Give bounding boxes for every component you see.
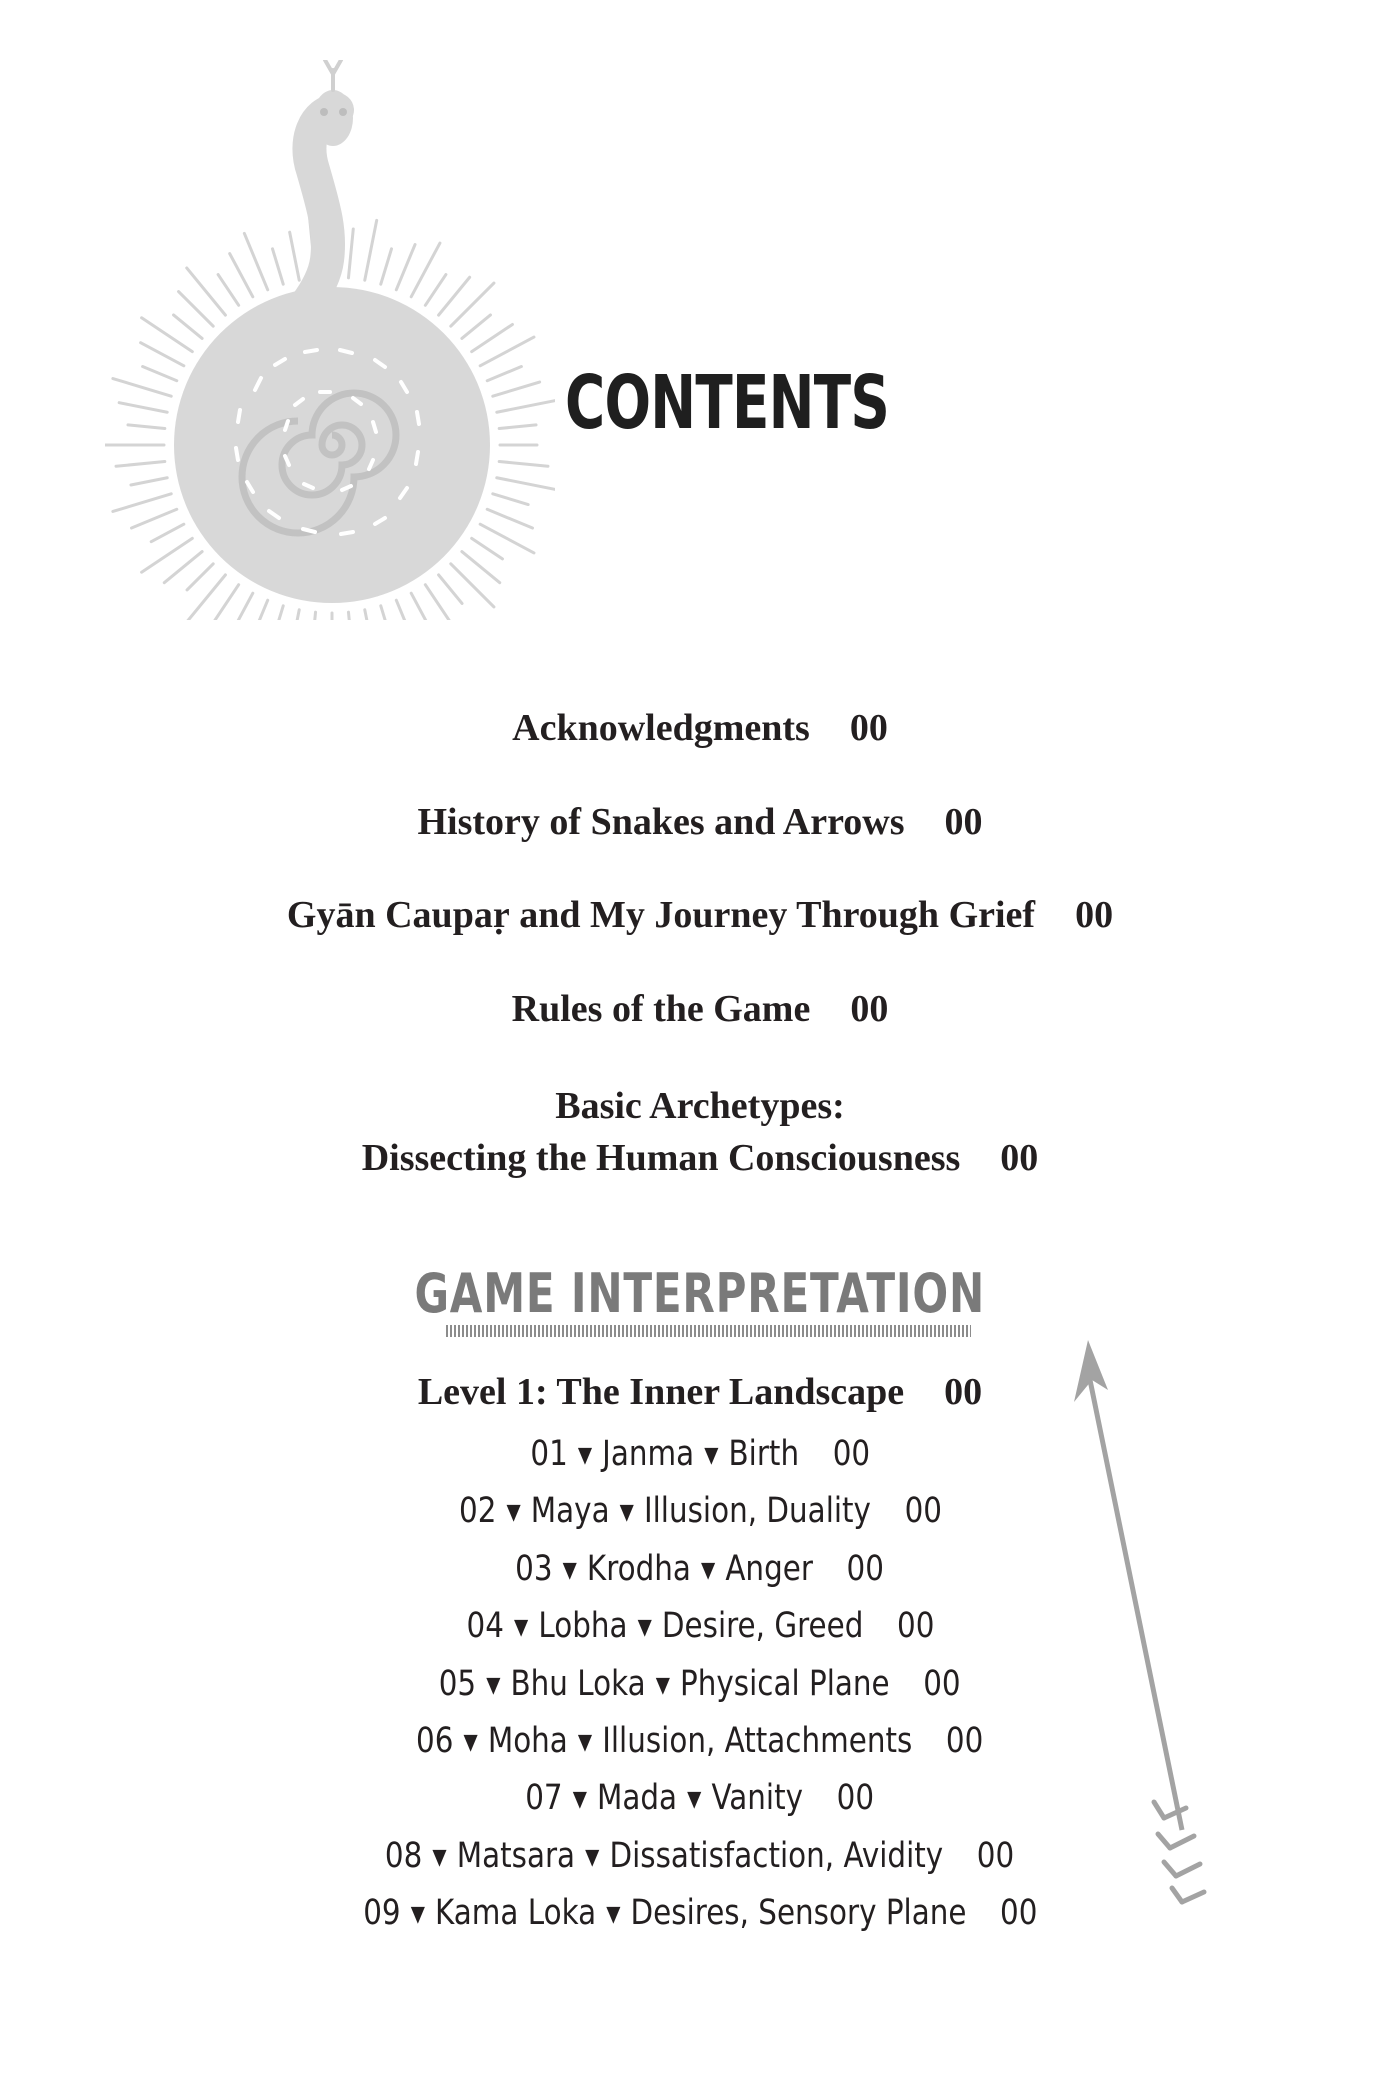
entry-title-line1: Basic Archetypes: bbox=[555, 1085, 845, 1127]
triangle-icon: ▼ bbox=[486, 1672, 501, 1698]
triangle-icon: ▼ bbox=[505, 1500, 521, 1526]
arrow-icon bbox=[1060, 1340, 1230, 1920]
triangle-icon: ▼ bbox=[619, 1500, 634, 1526]
page-title: CONTENTS bbox=[565, 360, 890, 446]
triangle-icon: ▼ bbox=[701, 1557, 716, 1583]
triangle-icon: ▼ bbox=[410, 1902, 425, 1928]
list-item[interactable]: 02 ▼ Maya ▼ Illusion, Duality 00 bbox=[458, 1491, 942, 1532]
list-item[interactable]: 09 ▼ Kama Loka ▼ Desires, Sensory Plane 00 bbox=[362, 1893, 1038, 1934]
heading-rule bbox=[446, 1325, 971, 1337]
list-item[interactable]: 03 ▼ Krodha ▼ Anger 00 bbox=[515, 1548, 885, 1589]
entry-title: Gyān Caupaṛ and My Journey Through Grief bbox=[286, 894, 1036, 936]
snake-spiral-sun-icon bbox=[105, 60, 555, 620]
triangle-icon: ▼ bbox=[463, 1730, 479, 1756]
page-number: 00 bbox=[849, 707, 888, 749]
triangle-icon: ▼ bbox=[656, 1672, 671, 1698]
triangle-icon: ▼ bbox=[432, 1844, 448, 1870]
list-item[interactable]: 07 ▼ Mada ▼ Vanity 00 bbox=[525, 1778, 875, 1819]
toc-entry-acknowledgments[interactable] bbox=[0, 706, 1400, 750]
list-item[interactable]: 06 ▼ Moha ▼ Illusion, Attachments 00 bbox=[416, 1721, 984, 1762]
toc-entry-journey[interactable] bbox=[0, 893, 1400, 937]
page-number: 00 bbox=[944, 801, 983, 843]
triangle-icon: ▼ bbox=[573, 1787, 588, 1813]
page-number: 00 bbox=[944, 1371, 983, 1413]
page-number: 00 bbox=[1000, 1137, 1039, 1179]
list-item[interactable]: 08 ▼ Matsara ▼ Dissatisfaction, Avidity 00 bbox=[385, 1835, 1015, 1876]
triangle-icon: ▼ bbox=[513, 1615, 528, 1641]
triangle-icon: ▼ bbox=[563, 1557, 578, 1583]
triangle-icon: ▼ bbox=[605, 1902, 621, 1928]
entry-title: Acknowledgments bbox=[512, 707, 810, 749]
entry-title: Level 1: The Inner Landscape bbox=[417, 1371, 905, 1413]
list-item[interactable]: 01 ▼ Janma ▼ Birth 00 bbox=[530, 1434, 870, 1474]
toc-entry-rules[interactable] bbox=[0, 987, 1400, 1031]
triangle-icon: ▼ bbox=[687, 1787, 702, 1813]
page-number: 00 bbox=[1075, 894, 1114, 936]
section-heading-text: GAME INTERPRETATION bbox=[414, 1262, 986, 1325]
triangle-icon: ▼ bbox=[585, 1844, 600, 1870]
section-heading bbox=[0, 1262, 1400, 1332]
triangle-icon: ▼ bbox=[578, 1730, 593, 1756]
triangle-icon: ▼ bbox=[703, 1443, 719, 1468]
triangle-icon: ▼ bbox=[577, 1443, 592, 1468]
entry-title-line2: Dissecting the Human Consciousness bbox=[361, 1137, 961, 1179]
list-item[interactable]: 05 ▼ Bhu Loka ▼ Physical Plane 00 bbox=[439, 1663, 961, 1704]
page-number: 00 bbox=[850, 988, 889, 1030]
toc-entry-history[interactable] bbox=[0, 800, 1400, 844]
list-item[interactable]: 04 ▼ Lobha ▼ Desire, Greed 00 bbox=[466, 1606, 934, 1647]
triangle-icon: ▼ bbox=[637, 1615, 652, 1641]
entry-title: History of Snakes and Arrows bbox=[417, 801, 905, 843]
toc-entry-archetypes[interactable] bbox=[0, 1080, 1400, 1184]
entry-title: Rules of the Game bbox=[511, 988, 811, 1030]
